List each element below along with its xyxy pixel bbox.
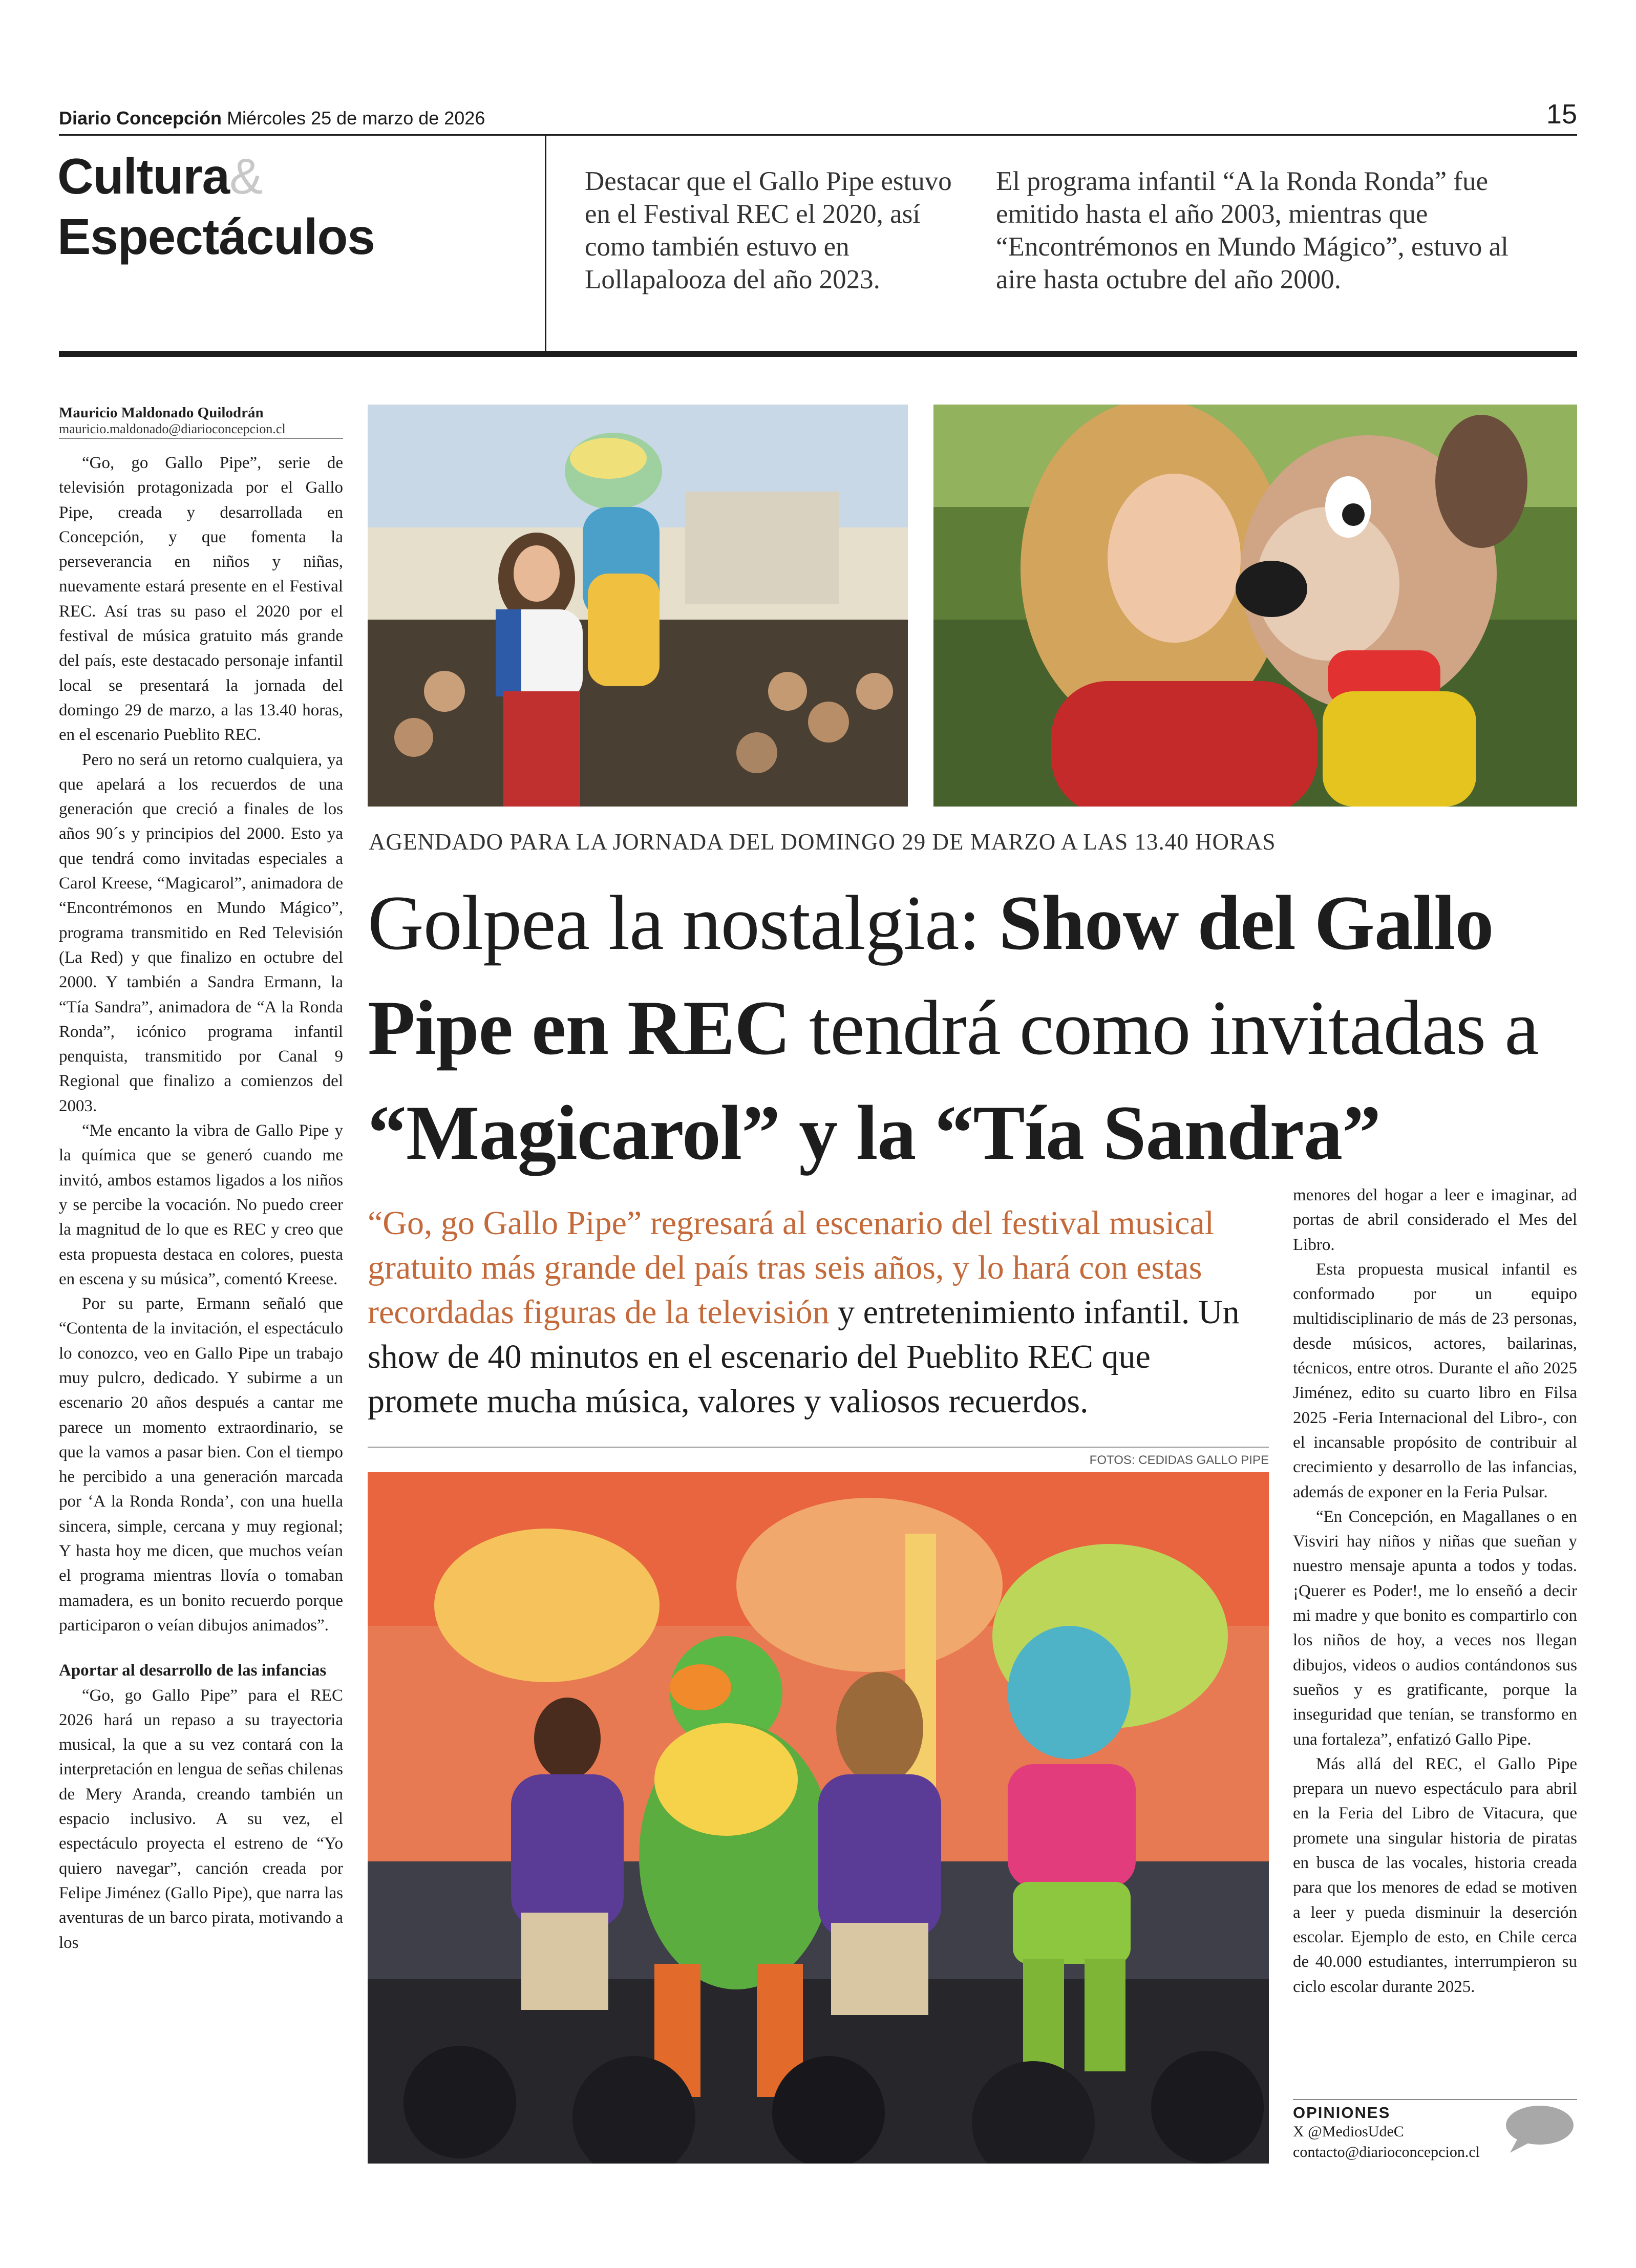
article-right-column [1293,1183,1577,1999]
deck [368,1201,1269,1424]
section-word-shows: Espectáculos [57,208,375,265]
paragraph: Por su parte, Ermann señaló que “Contenta de la invitación, el espectáculo lo conozco, veo en Gallo Pipe un trabajo muy pulcro, dedicado. Y subirme a un escenario 20 años después a cantar me parece un momento extraordinario, se que la vamos a pasar bien. Con el tiempo he percibido a una generación marcada por ‘A la Ronda Ronda’, con una huella sincera, simple, cercana y muy regional; Y hasta hoy me dicen, que muchos veían el programa mientras llovía o tomaban mamadera, es un bonito recuerdo porque participaron o veían dibujos animados”. [59,1295,343,1635]
newspaper-name: Diario Concepción [59,108,222,129]
byline-rule [59,438,343,439]
photo-magicarol [368,405,908,807]
headline-part-2: tendrá como invitadas a [790,985,1539,1071]
section-ampersand: & [229,148,263,204]
headline-part-1: Golpea la nostalgia: [368,880,999,966]
paragraph: “Go, go Gallo Pipe” para el REC 2026 hará un repaso a su trayectoria musical, la que a su vez contará con la interpretación en lengua de señas chilenas de Mery Aranda, creando también un espacio inclusivo. A su vez, el espectáculo proyecta el estreno de “Yo quiero navegar”, canción creada por Felipe Jiménez (Gallo Pipe), que narra las aventuras de un barco pirata, motivando a los [59,1686,343,1952]
author-email[interactable]: mauricio.maldonado@diarioconcepcion.cl [59,421,286,436]
speech-bubble-icon [1503,2104,1575,2157]
opinions-title: OPINIONES [1293,2104,1391,2122]
subheading: Aportar al desarrollo de las infancias [59,1661,327,1680]
section-word-culture: Cultura [57,148,229,204]
deck-rule [368,1447,1269,1448]
article-left-column [59,451,343,1955]
fact-box-rec: Destacar que el Gallo Pipe estuvo en el Festival REC el 2020, así como también estuvo en Lollapalooza del año 2023. [585,166,952,294]
headline-bold-2: “Magicarol” y la “Tía Sandra” [368,1090,1381,1176]
header-thick-rule [59,351,1577,357]
masthead [59,108,485,129]
header-divider [545,136,546,351]
issue-date: Miércoles 25 de marzo de 2026 [227,108,485,129]
byline [59,405,343,437]
kicker: AGENDADO PARA LA JORNADA DEL DOMINGO 29 DE MARZO A LAS 13.40 HORAS [369,829,1276,855]
headline [368,871,1586,1185]
opinions-rule [1293,2099,1577,2100]
photo-tia-sandra [933,405,1577,807]
deck-highlight: “Go, go Gallo Pipe” regresará al escenario del festival musical gratuito más grande del país tras seis años, y lo hará con estas recordadas figuras de la televisión [368,1204,1214,1331]
contact-email[interactable]: contacto@diarioconcepcion.cl [1293,2144,1480,2160]
headline-bold-1: Show del Gallo Pipe en REC [368,880,1494,1071]
paragraph: “En Concepción, en Magallanes o en Visviri hay niños y niñas que sueñan y nuestro mensaje apunta a todos y todas. ¡Querer es Poder!, me lo enseñó a decir mi madre y que bonito es compartirlo con los niños de hoy, a veces nos llegan dibujos, videos o audios contándonos sus sueños y es gratificante, porque la inseguridad que tenían, se transformo en una fortaleza”, enfatizó Gallo Pipe. [1293,1507,1577,1749]
paragraph: “Go, go Gallo Pipe”, serie de televisión protagonizada por el Gallo Pipe, creada y desarrollada en Concepción, y que fomenta la perseverancia en niños y niñas, nuevamente estará presente en el Festival REC. Así tras su paso el 2020 por el festival de música gratuito más grande del país, este destacado personaje infantil local se presentará la jornada del domingo 29 de marzo, a las 13.40 horas, en el escenario Pueblito REC. [59,454,343,745]
paragraph: “Me encanto la vibra de Gallo Pipe y la química que se generó cuando me invitó, ambos estamos ligados a los niños y se percibe la vocación. No puedo creer la magnitud de lo que es REC y creo que esta propuesta destaca en colores, puesta en escena y su música”, comentó Kreese. [59,1121,343,1288]
paragraph: menores del hogar a leer e imaginar, ad portas de abril considerado el Mes del Libro. [1293,1186,1577,1254]
paragraph: Pero no será un retorno cualquiera, ya que apelará a los recuerdos de una generación que creció a finales de los años 90´s y principios del 2000. Esto ya que tendrá como invitadas especiales a Carol Kreese, “Magicarol”, animadora de “Encontrémonos en Mundo Mágico”, programa transmitido en Red Televisión (La Red) y que finalizo en octubre del 2000. Y también a Sandra Ermann, la “Tía Sandra”, animadora de “A la Ronda Ronda”, icónico programa infantil penquista, transmitido por Canal 9 Regional que finalizo a comienzos del 2003. [59,750,343,1115]
paragraph: Esta propuesta musical infantil es conformado por un equipo multidisciplinario de más de 23 personas, desde músicos, actores, bailarinas, técnicos, entre otros. Durante el año 2025 Jiménez, edito su cuarto libro en Filsa 2025 -Feria Internacional del Libro-, con el incansable propósito de contribuir al crecimiento y desarrollo de las infancias, además de exponer en la Feria Pulsar. [1293,1260,1577,1501]
header-rule [59,134,1577,136]
twitter-handle[interactable]: X @MediosUdeC [1293,2123,1404,2140]
photo-credit: FOTOS: CEDIDAS GALLO PIPE [1089,1453,1269,1467]
page-number: 15 [1546,99,1577,130]
paragraph: Más allá del REC, el Gallo Pipe prepara un nuevo espectáculo para abril en la Feria del Libro de Vitacura, que promete una singular historia de piratas en busca de las vocales, historia creada para que los menores de edad se motiven a leer y pueda disminuir la deserción escolar. Ejemplo de esto, en Chile cerca de 40.000 estudiantes, interrumpieron su ciclo escolar durante 2025. [1293,1754,1577,1996]
section-title [57,146,375,267]
deck-rest: y entretenimiento infantil. Un show de 40 minutos en el escenario del Pueblito REC que promete mucha música, valores y valiosos recuerdos. [368,1294,1240,1420]
fact-box-programs: El programa infantil “A la Ronda Ronda” fue emitido hasta el año 2003, mientras que “Encontrémonos en Mundo Mágico”, estuvo al aire hasta octubre del año 2000. [996,166,1508,294]
photo-stage-show [368,1472,1269,2164]
author-name: Mauricio Maldonado Quilodrán [59,405,264,421]
